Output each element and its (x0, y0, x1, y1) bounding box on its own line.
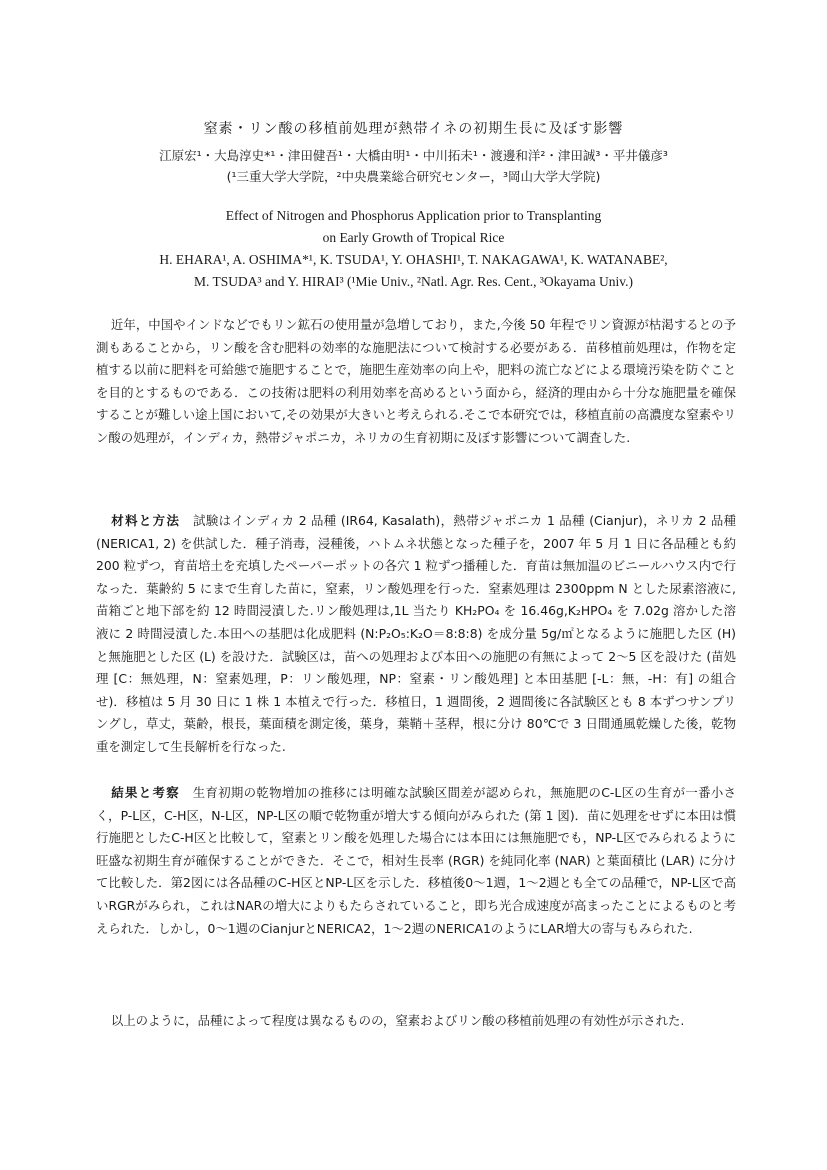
results-heading: 結果と考察 (110, 785, 180, 800)
introduction-text: 近年，中国やインドなどでもリン鉱石の使用量が急増しており，また,今後 50 年程でリン資源が枯渇するとの予測もあることから，リン酸を含む肥料の効率的な施肥法について検討する必要がある．苗移植前処理は，作物を定植する以前に肥料を可給態で施肥することで，施肥生産効率の向上や，肥料の流亡などによる環境汚染を防ぐことを目的とするものである．この技術は肥料の利用効率を高めるという面から，経済的理由から十分な施肥量を確保することが難しい途上国において,その効果が大きいと考えられる.そこで本研究では，移植直前の高濃度な窒素やリン酸の処理が，インディカ，熱帯ジャポニカ，ネリカの生育初期に及ぼす影響について調査した. (96, 317, 736, 445)
title-japanese: 窒素・リン酸の移植前処理が熱帯イネの初期生長に及ぼす影響 (203, 121, 624, 137)
authors-english-line1: H. EHARA¹, A. OSHIMA*¹, K. TSUDA¹, Y. OHASHI¹, T. NAKAGAWA¹, K. WATANABE², (159, 252, 668, 267)
methods-paragraph (96, 510, 736, 759)
methods-heading: 材料と方法 (110, 513, 181, 528)
methods-text: 試験はインディカ 2 品種 (IR64, Kasalath)，熱帯ジャポニカ 1 品種 (Cianjur)，ネリカ 2 品種 (NERICA1, 2) を供試した．種子消毒，浸種後，ハトムネ状態となった種子を，2007 年 5 月 1 日に各品種とも約 200 粒ずつ，育苗培土を充填したペーパーポットの各穴 1 粒ずつ播種した．育苗は無加温のビニールハウス内で行なった．葉齢約 5 にまで生育した苗に，窒素，リン酸処理を行った．窒素処理は 2300ppm N とした尿素溶液に,苗箱ごと地下部を約 12 時間浸漬した.リン酸処理は,1L 当たり KH₂PO₄ を 16.46g,K₂HPO₄ を 7.02g 溶かした溶液に 2 時間浸漬した.本田への基肥は化成肥料 (N:P₂O₅:K₂O＝8:8:8) を成分量 5g/㎡となるように施肥した区 (H) と無施肥とした区 (L) を設けた．試験区は，苗への処理および本田への施肥の有無によって 2～5 区を設けた (苗処理 [C：無処理，N：窒素処理，P：リン酸処理，NP：窒素・リン酸処理] と本田基肥 [-L：無，-H：有] の組合せ)．移植は 5 月 30 日に 1 株 1 本植えで行った．移植日，1 週間後，2 週間後に各試験区とも 8 本ずつサンプリングし，草丈，葉齢，根長，葉面積を測定後，葉身，葉鞘＋茎稈，根に分け 80℃で 3 日間通風乾燥した後，乾物重を測定して生長解析を行なった. (96, 513, 737, 754)
authors-japanese: 江原宏¹・大島淳史*¹・津田健吾¹・大橋由明¹・中川拓未¹・渡邊和洋²・津田誠³・平井儀彦³ (159, 148, 668, 163)
title-english-line1: Effect of Nitrogen and Phosphorus Application prior to Transplanting (225, 208, 602, 223)
results-text: 生育初期の乾物増加の推移には明確な試験区間差が認められ，無施肥のC-L区の生育が一番小さく，P-L区，C-H区，N-L区，NP-L区の順で乾物重が増大する傾向がみられた (第 1 図)．苗に処理をせずに本田は慣行施肥としたC-H区と比較して，窒素とリン酸を処理した場合には本田には無施肥でも，NP-L区でみられるように旺盛な初期生育が確保することができた．そこで，相対生長率 (RGR) を純同化率 (NAR) と葉面積比 (LAR) に分けて比較した．第2図には各品種のC-H区とNP-L区を示した．移植後0～1週，1～2週とも全ての品種で，NP-L区で高いRGRがみられ，これはNARの増大によりもたらされていること，即ち光合成速度が高まったことによるものと考えられた．しかし，0～1週のCianjurとNERICA2，1～2週のNERICA1のようにLAR増大の寄与もみられた. (96, 785, 736, 936)
authors-english-line2: M. TSUDA³ and Y. HIRAI³ (¹Mie Univ., ²Natl. Agr. Res. Cent., ³Okayama Univ.) (194, 274, 633, 289)
conclusion-text: 以上のように，品種によって程度は異なるものの，窒素およびリン酸の移植前処理の有効性が示された. (110, 1013, 685, 1028)
results-paragraph (96, 782, 736, 940)
affiliations-japanese: (¹三重大学大学院，²中央農業総合研究センター，³岡山大学大学院) (226, 169, 601, 184)
conclusion-paragraph (96, 1010, 736, 1033)
title-english-line2: on Early Growth of Tropical Rice (322, 230, 505, 245)
introduction-paragraph (96, 314, 736, 450)
